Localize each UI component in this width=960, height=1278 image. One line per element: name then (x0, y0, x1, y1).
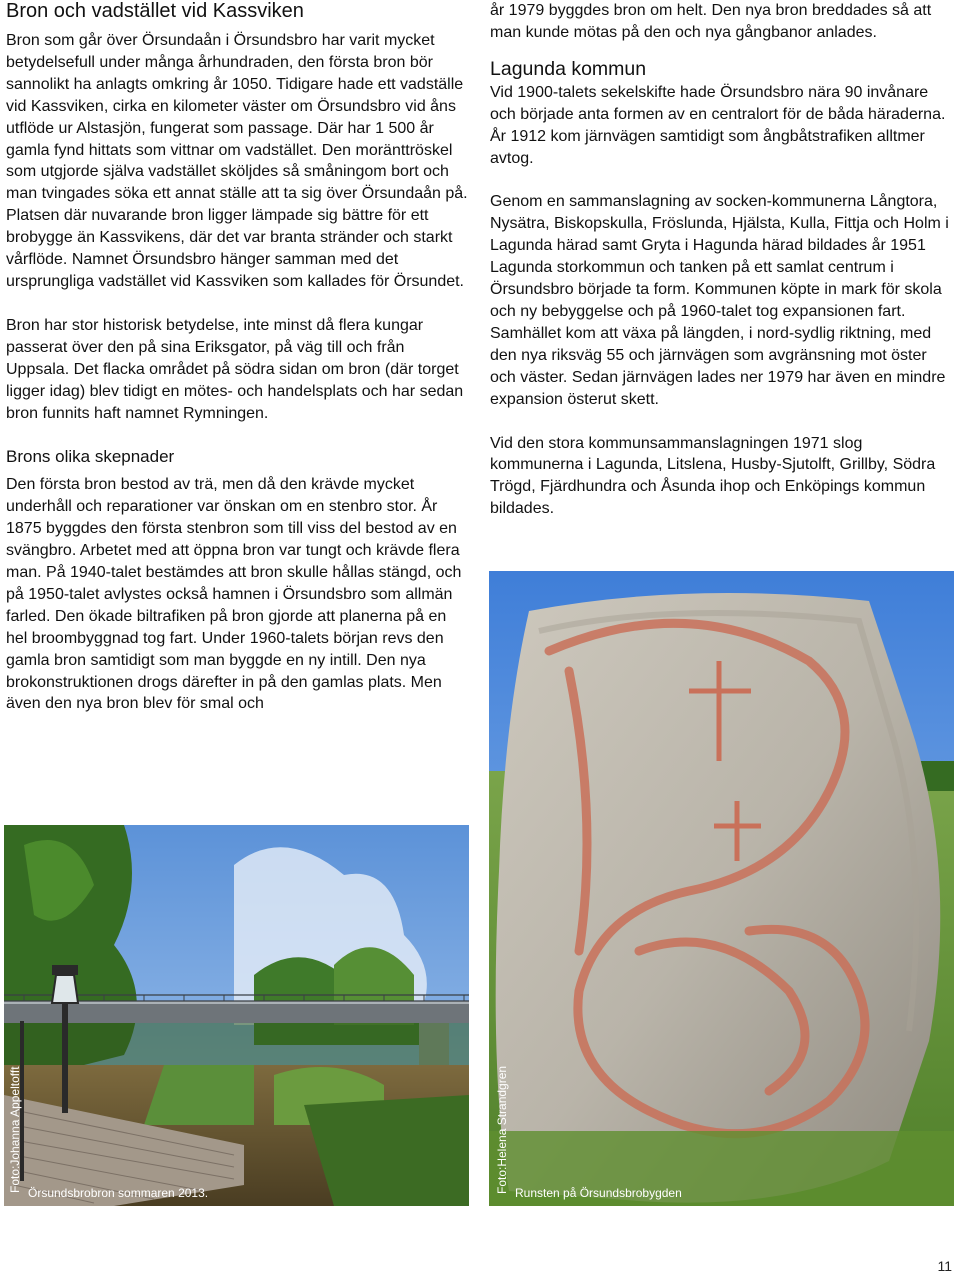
paragraph-kassviken: Bron som går över Örsundaån i Örsundsbro har varit mycket betydelsefull under många århundraden, den första bron bör sannolikt ha anlagts omkring år 1050. Tidigare hade ett vadställe vid Kassviken, cirka en kilometer väster om Örsundsbro vid åns utflöde ur Alstasjön, fungerat som passage. Där har 1 500 år gamla fynd hittats som vittnar om vadstället. Den moränttröskel som utgjorde själva vadstället sköljdes så småningom bort och man tvingades söka ett annat ställe att ta sig över Örsundaån på. Platsen där nuvarande bron ligger lämpade sig bättre för ett brobygge än Kassvikens, där det var branta stränder och starkt vårflöde. Namnet Örsundsbro hänger samman med det ursprungliga vadstället vid Kassviken som kallades för Örsundet. (6, 32, 468, 290)
paragraph-history: Bron har stor historisk betydelse, inte minst då flera kungar passerat över den på sina Eriksgator, på väg till och från Uppsala. Det flacka området på södra sidan om bron (där torget ligger idag) blev tidigt en mötes- och handelsplats och har sedan bron funnits haft namnet Rymningen. (6, 316, 464, 422)
article-title: Bron och vadstället vid Kassviken (6, 0, 304, 22)
left-column (6, 0, 472, 715)
paragraph-sekelskifte: Vid 1900-talets sekelskifte hade Örsundsbro nära 90 invånare och började anta formen av en centralort för de båda häraderna. År 1912 kom järnvägen samtidigt som ångbåtstrafiken alltmer avtog. (490, 83, 946, 167)
bridge-photo-illustration (4, 825, 469, 1206)
paragraph-bridge-forms: Den första bron bestod av trä, men då den krävde mycket underhåll och reparationer var önskan om en stenbro stor. År 1875 byggdes den första stenbron som till viss del bestod av en svängbro. Arbetet med att öppna bron var tungt och krävde flera man. På 1940-talet bestämdes att bron skulle hållas stängd, och på 1950-talet avlystes också hamnen i Örsundsbro som allmän farled. Den ökade biltrafiken på bron gjorde att planerna på en hel broombyggnad tog fart. Under 1960-talets början revs den gamla bron samtidigt som man byggde en ny intill. Den nya brokonstruktionen drogs därefter in på den gamlas plats. Men även den nya bron blev för smal och (6, 476, 462, 713)
right-column (490, 0, 950, 520)
runestone-photo (489, 571, 954, 1206)
page-number: 11 (937, 1258, 952, 1274)
bridge-photo-caption: Örsundsbrobron sommaren 2013. (28, 1186, 209, 1200)
bridge-photo (4, 825, 469, 1206)
bridge-photo-credit: Foto:Johanna Appeltofft (8, 1066, 22, 1193)
paragraph-kommunsammanslagning: Vid den stora kommunsammanslagningen 1971 slog kommunerna i Lagunda, Litslena, Husby-Sjutolft, Grillby, Södra Trögd, Fjärdhundra och Åsunda ihop och Enköpings kommun bildades. (490, 434, 936, 518)
paragraph-sammanslagning: Genom en sammanslagning av socken-kommunerna Långtora, Nysätra, Biskopskulla, Fröslunda, Hjälsta, Kulla, Fittja och Holm i Lagunda härad samt Gryta i Hagunda härad bildades år 1951 Lagunda storkommun och tanken på ett samlat centrum i Örsundsbro började ta form. Kommunen köpte in mark för skola och ny bebyggelse och på 1960-talet tog expansionen fart. Samhället kom att växa på längden, i nord-sydlig riktning, med den nya riksväg 55 och järnvägen som avgränsning mot öster och väster. Sedan järnvägen lades ner 1979 har även en mindre expansion österut skett. (490, 193, 949, 408)
section-subheading: Brons olika skepnader (6, 447, 175, 467)
paragraph-continuation: år 1979 byggdes bron om helt. Den nya bron breddades så att man kunde mötas på den och nya gångbanor anlades. (490, 2, 932, 41)
runestone-photo-illustration (489, 571, 954, 1206)
section-heading-lagunda: Lagunda kommun (490, 57, 647, 80)
runestone-photo-credit: Foto:Helena Strandgren (495, 1065, 509, 1194)
runestone-photo-caption: Runsten på Örsundsbrobygden (515, 1186, 682, 1200)
